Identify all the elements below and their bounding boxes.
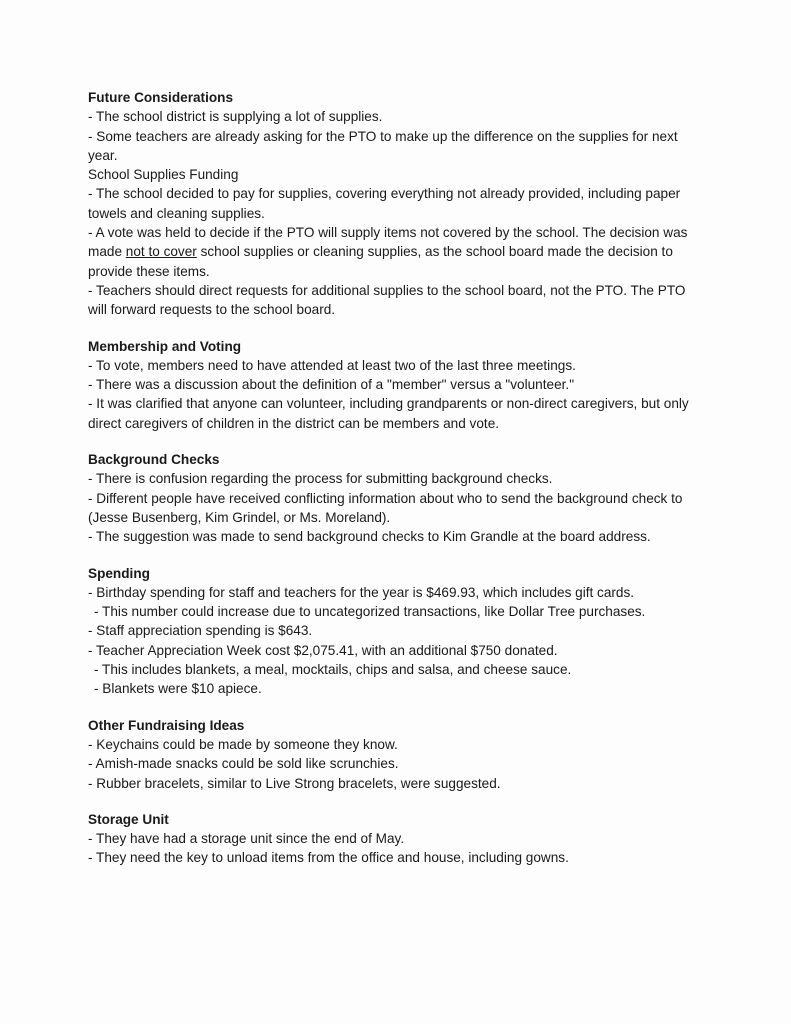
list-item: - Teachers should direct requests for additional supplies to the school board, not the PTO. The PTO will forward requests to the school board. [88,282,686,318]
list-item: - The suggestion was made to send background checks to Kim Grandle at the board address. [88,529,651,545]
list-item: - Some teachers are already asking for the PTO to make up the difference on the supplies for next year. [88,128,678,163]
vote-text-before: - A vote was held to decide if the PTO will supply items not covered by the school. The decision was made [88,225,688,260]
section-future-considerations [88,88,698,320]
list-item: - Staff appreciation spending is $643. [88,623,313,639]
list-item: - They have had a storage unit since the end of May. [88,831,405,847]
section-spending [88,564,698,699]
vote-text-after: school supplies or cleaning supplies, as the school board made the decision to provide these items. [88,244,673,279]
section-storage-unit [88,810,698,868]
list-item: - They need the key to unload items from the office and house, including gowns. [88,850,569,866]
section-other-fundraising [88,716,698,793]
document-page [88,88,698,885]
section-membership-voting [88,337,698,433]
list-item-vote [88,223,698,281]
list-subitem: - This number could increase due to uncategorized transactions, like Dollar Tree purchases. [94,604,646,620]
list-item: - Keychains could be made by someone they know. [88,736,398,752]
underlined-text: not to cover [125,244,197,260]
list-item: - To vote, members need to have attended at least two of the last three meetings. [88,357,576,373]
list-item: - Amish-made snacks could be sold like scrunchies. [88,756,399,772]
list-item: - Teacher Appreciation Week cost $2,075.41, with an additional $750 donated. [88,642,558,658]
list-item: - The school decided to pay for supplies, covering everything not already provided, including paper towels and cleaning supplies. [88,186,681,221]
section-heading: Future Considerations [88,90,234,105]
list-item: - It was clarified that anyone can volunteer, including grandparents or non-direct caregivers, but only direct caregivers of children in the district can be members and vote. [88,396,689,431]
list-item: - Different people have received conflicting information about who to send the background check to (Jesse Busenberg, Kim Grindel, or Ms. Moreland). [88,490,683,525]
list-item: - Rubber bracelets, similar to Live Strong bracelets, were suggested. [88,775,501,791]
subheading: School Supplies Funding [88,167,239,183]
list-item: - There was a discussion about the definition of a "member" versus a "volunteer." [88,377,575,393]
list-item: - Birthday spending for staff and teachers for the year is $469.93, which includes gift cards. [88,584,635,600]
list-subitem: - Blankets were $10 apiece. [94,681,262,697]
list-item: - There is confusion regarding the process for submitting background checks. [88,471,553,487]
list-item: - The school district is supplying a lot of supplies. [88,109,383,125]
section-heading: Other Fundraising Ideas [88,717,245,733]
section-heading: Background Checks [88,452,220,468]
section-heading: Storage Unit [88,811,169,827]
section-background-checks [88,450,698,546]
section-heading: Spending [88,565,150,581]
list-subitem: - This includes blankets, a meal, mocktails, chips and salsa, and cheese sauce. [94,662,572,678]
section-heading: Membership and Voting [88,338,242,354]
